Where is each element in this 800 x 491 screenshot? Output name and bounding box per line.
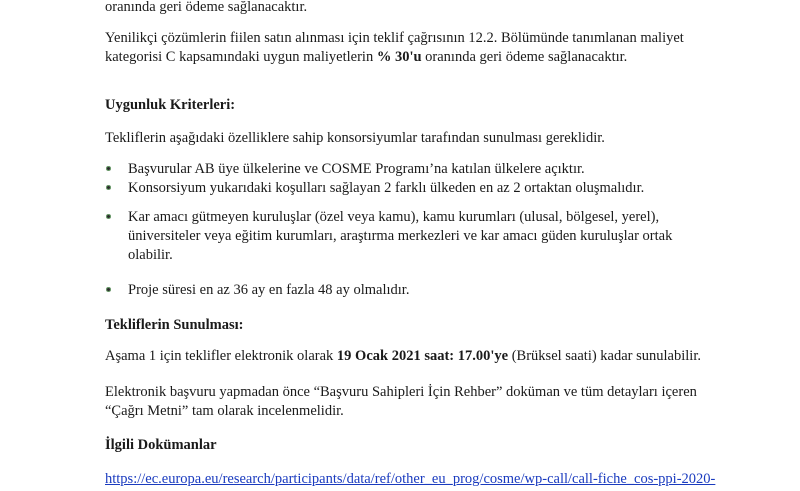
submission-guidance-paragraph xyxy=(105,383,725,421)
submission-deadline-date: 19 Ocak 2021 saat: 17.00'ye xyxy=(336,348,509,364)
call-fiche-link[interactable]: https://ec.europa.eu/research/participants/data/ref/other_eu_prog/cosme/wp-call/call-fiche_cos-ppi-2020- xyxy=(105,471,716,487)
list-item xyxy=(128,160,728,179)
reimbursement-text: oranında geri ödeme sağlanacaktır. xyxy=(105,0,308,15)
eligibility-bullet-3-line1: Kar amacı gütmeyen kuruluşlar (özel veya kamu), kamu kurumları (ulusal, bölgesel, yerel), xyxy=(128,209,660,225)
eligibility-bullet-2: Konsorsiyum yukarıdaki koşulları sağlayan 2 farklı ülkeden en az 2 ortaktan oluşmalıdır. xyxy=(128,180,645,196)
innovative-percent: % 30'u xyxy=(376,49,422,65)
submission-deadline-pre: Aşama 1 için teklifler elektronik olarak xyxy=(105,348,337,364)
documents-link-line xyxy=(105,470,745,489)
submission-heading: Tekliflerin Sunulması: xyxy=(105,317,244,333)
bullet-icon xyxy=(106,287,111,292)
innovative-line2-post: oranında geri ödeme sağlanacaktır. xyxy=(421,49,628,65)
bullet-icon xyxy=(106,214,111,219)
submission-deadline xyxy=(105,347,725,366)
bullet-icon xyxy=(106,185,111,190)
documents-heading: İlgili Dokümanlar xyxy=(105,437,217,453)
eligibility-heading: Uygunluk Kriterleri: xyxy=(105,97,236,113)
eligibility-bullet-4: Proje süresi en az 36 ay en fazla 48 ay olmalıdır. xyxy=(128,282,410,298)
list-item xyxy=(128,281,728,300)
innovative-line1: Yenilikçi çözümlerin fiilen satın alınması için teklif çağrısının 12.2. Bölümünde tanımlanan maliyet xyxy=(105,30,684,46)
eligibility-bullet-3-line2: üniversiteler veya eğitim kurumları, araştırma merkezleri ve kar amacı güden kuruluşlar ortak xyxy=(128,228,673,244)
eligibility-bullet-1: Başvurular AB üye ülkelerine ve COSME Programı’na katılan ülkelere açıktır. xyxy=(128,161,585,177)
guidance-line1: Elektronik başvuru yapmadan önce “Başvuru Sahipleri İçin Rehber” doküman ve tüm detayları içeren xyxy=(105,384,697,400)
innovative-solutions-paragraph xyxy=(105,29,725,67)
eligibility-intro: Tekliflerin aşağıdaki özelliklere sahip konsorsiyumlar tarafından sunulması gereklidir. xyxy=(105,130,605,146)
guidance-line2: “Çağrı Metni” tam olarak incelenmelidir. xyxy=(105,403,344,419)
bullet-icon xyxy=(106,166,111,171)
reimbursement-line xyxy=(105,0,725,17)
submission-deadline-post: (Brüksel saati) kadar sunulabilir. xyxy=(508,348,701,364)
list-item xyxy=(128,208,728,265)
list-item xyxy=(128,179,728,198)
eligibility-bullet-3-line3: olabilir. xyxy=(128,247,173,263)
innovative-line2-pre: kategorisi C kapsamındaki uygun maliyetlerin xyxy=(105,49,377,65)
